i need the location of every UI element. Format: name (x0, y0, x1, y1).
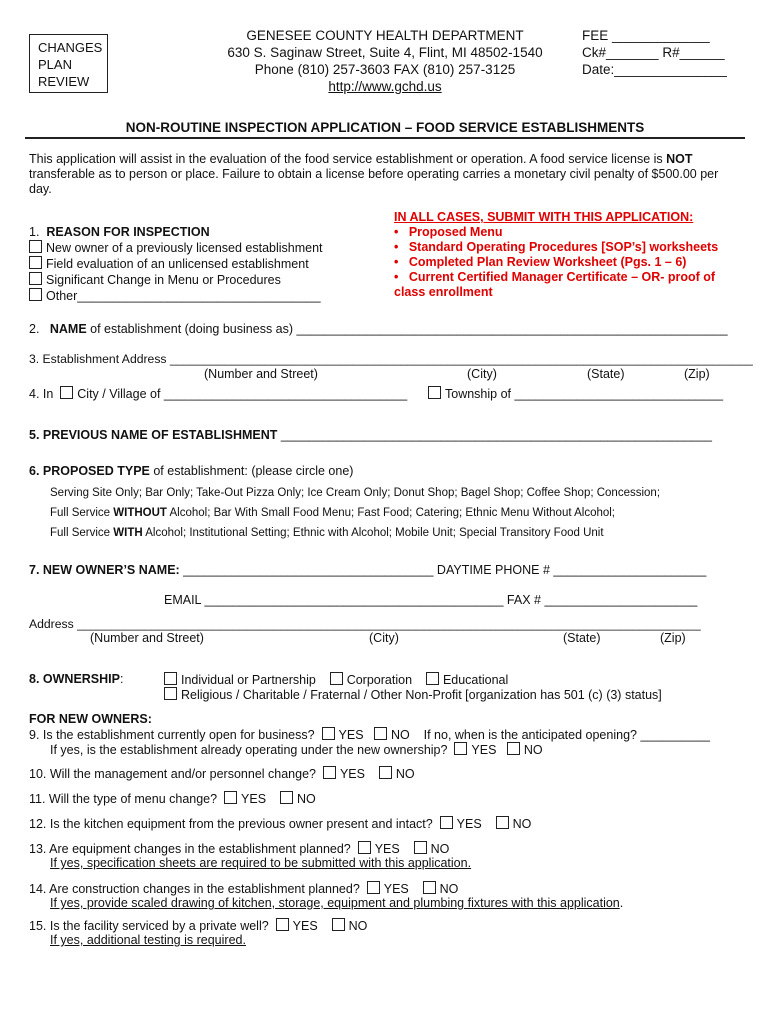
township-row (428, 386, 723, 401)
previous-name-row[interactable]: 5. PREVIOUS NAME OF ESTABLISHMENT ______________________________________________________________ (29, 428, 712, 442)
checkbox[interactable] (358, 841, 371, 854)
title-rule (25, 137, 745, 139)
checkbox[interactable] (414, 841, 427, 854)
intro-text: day. (29, 182, 52, 196)
city-village-field[interactable]: City / Village of ___________________________________ (77, 387, 408, 401)
question-13-note: If yes, specification sheets are required to be submitted with this application. (50, 856, 472, 870)
checkbox[interactable] (496, 816, 509, 829)
reason-option: New owner of a previously licensed establishment (29, 240, 323, 256)
type-options-row[interactable]: Full Service WITH Alcohol; Institutional Setting; Ethnic with Alcohol; Mobile Unit; Special Transitory Food Unit (50, 527, 604, 539)
checkbox[interactable] (280, 791, 293, 804)
question-12: 12. Is the kitchen equipment from the previous owner present and intact? YES NO (29, 817, 532, 831)
checkbox[interactable] (440, 816, 453, 829)
stamp-line: PLAN (38, 57, 72, 72)
submit-item-tail: class enrollment (394, 285, 493, 299)
submit-item: • Completed Plan Review Worksheet (Pgs. 1 – 6) (394, 255, 687, 269)
submit-item: • Standard Operating Procedures [SOP’s] worksheets (394, 240, 719, 254)
checkbox[interactable] (426, 672, 439, 685)
checkbox[interactable] (322, 727, 335, 740)
form-title: NON-ROUTINE INSPECTION APPLICATION – FOOD SERVICE ESTABLISHMENTS (125, 120, 645, 135)
street-caption: (Number and Street) (90, 631, 204, 645)
question-14: 14. Are construction changes in the establishment planned? YES NO (29, 882, 459, 896)
checkbox[interactable] (379, 766, 392, 779)
intro-paragraph (29, 152, 718, 197)
department-name: GENESEE COUNTY HEALTH DEPARTMENT (246, 28, 524, 43)
stamp-line: CHANGES (38, 40, 103, 55)
intro-text: transferable as to person or place. Failure to obtain a license before operating carries a monetary civil penalty of $500.00 per (29, 167, 719, 181)
department-address: 630 S. Saginaw Street, Suite 4, Flint, MI 48502-1540 (227, 45, 543, 60)
question-10: 10. Will the management and/or personnel change? YES NO (29, 767, 415, 781)
checkbox[interactable] (164, 672, 177, 685)
question-14-note: If yes, provide scaled drawing of kitchen, storage, equipment and plumbing fixtures with this application. (50, 896, 624, 910)
type-options-row[interactable]: Serving Site Only; Bar Only; Take-Out Pizza Only; Ice Cream Only; Donut Shop; Bagel Shop; Coffee Shop; Concession; (50, 487, 661, 499)
checkbox[interactable] (224, 791, 237, 804)
new-owner-row[interactable]: 7. NEW OWNER’S NAME: ____________________________________ DAYTIME PHONE # ______________________ (29, 563, 707, 577)
state-caption: (State) (563, 631, 601, 645)
checkbox[interactable] (507, 742, 520, 755)
location-row: 4. In City / Village of ___________________________________ (29, 387, 408, 401)
reason-option: Other___________________________________ (29, 288, 323, 304)
ownership-label: 8. OWNERSHIP: (29, 672, 124, 686)
previous-name-label: 5. PREVIOUS NAME OF ESTABLISHMENT (29, 428, 278, 442)
new-owner-label: 7. NEW OWNER’S NAME: (29, 563, 180, 577)
checkbox[interactable] (423, 881, 436, 894)
reason-option: Field evaluation of an unlicensed establishment (29, 256, 323, 272)
checkbox[interactable] (454, 742, 467, 755)
checkbox[interactable] (323, 766, 336, 779)
question-13: 13. Are equipment changes in the establishment planned? YES NO (29, 842, 450, 856)
checkbox[interactable] (367, 881, 380, 894)
intro-bold: NOT (666, 152, 693, 166)
checkbox[interactable] (29, 288, 42, 301)
state-caption: (State) (587, 367, 625, 381)
ownership-options: Individual or Partnership Corporation Educational (164, 672, 508, 687)
email-fax-row[interactable]: EMAIL ___________________________________________ FAX # ______________________ (164, 593, 698, 607)
checkbox[interactable] (29, 272, 42, 285)
submit-item: • Proposed Menu (394, 225, 503, 239)
question-15: 15. Is the facility serviced by a private well? YES NO (29, 919, 368, 933)
establishment-name-label: NAME (49, 322, 87, 336)
department-url[interactable]: http://www.gchd.us (328, 79, 442, 94)
stamp-line: REVIEW (38, 74, 90, 89)
reason-option: Significant Change in Menu or Procedures (29, 272, 323, 288)
checkbox[interactable] (60, 386, 73, 399)
office-use-fields (582, 27, 727, 78)
check-receipt-field[interactable]: Ck#_______ R#______ (582, 45, 725, 60)
question-9-followup: If yes, is the establishment already operating under the new ownership? YES NO (50, 743, 543, 757)
reason-section (29, 225, 323, 304)
date-field[interactable]: Date:_______________ (582, 62, 727, 77)
city-caption: (City) (467, 367, 497, 381)
establishment-name-row[interactable]: 2. NAME of establishment (doing business as) ______________________________________________________________ (29, 322, 728, 336)
submit-heading: IN ALL CASES, SUBMIT WITH THIS APPLICATION: (394, 210, 694, 224)
zip-caption: (Zip) (684, 367, 710, 381)
proposed-type-row: 6. PROPOSED TYPE of establishment: (please circle one) (29, 464, 354, 478)
zip-caption: (Zip) (660, 631, 686, 645)
checkbox[interactable] (374, 727, 387, 740)
street-caption: (Number and Street) (204, 367, 318, 381)
checkbox[interactable] (330, 672, 343, 685)
reason-number: 1. (29, 225, 40, 239)
submit-requirements (394, 210, 718, 300)
question-9: 9. Is the establishment currently open for business? YES NO If no, when is the anticipated opening? __________ (29, 728, 710, 742)
checkbox[interactable] (276, 918, 289, 931)
checkbox[interactable] (29, 240, 42, 253)
department-phone: Phone (810) 257-3603 FAX (810) 257-3125 (254, 62, 516, 77)
checkbox[interactable] (332, 918, 345, 931)
fee-field[interactable]: FEE _____________ (582, 28, 710, 43)
intro-text: This application will assist in the evaluation of the food service establishment or operation. A food service license is (29, 152, 667, 166)
city-caption: (City) (369, 631, 399, 645)
township-field[interactable]: Township of ______________________________ (445, 387, 724, 401)
establishment-address-row[interactable]: 3. Establishment Address ______________________________________________________________________________________ (29, 352, 753, 366)
question-11: 11. Will the type of menu change? YES NO (29, 792, 316, 806)
type-options-row[interactable]: Full Service WITHOUT Alcohol; Bar With Small Food Menu; Fast Food; Catering; Ethnic Menu Without Alcohol; (50, 507, 616, 519)
checkbox[interactable] (164, 687, 177, 700)
new-owners-heading: FOR NEW OWNERS: (29, 712, 152, 726)
ownership-options: Religious / Charitable / Fraternal / Other Non-Profit [organization has 501 (c) (3) status] (164, 687, 662, 702)
agency-header (210, 27, 560, 95)
owner-address-row[interactable]: Address ____________________________________________________________________________________________ (29, 617, 701, 631)
changes-plan-review-stamp (29, 34, 108, 93)
checkbox[interactable] (428, 386, 441, 399)
checkbox[interactable] (29, 256, 42, 269)
question-15-note: If yes, additional testing is required. (50, 933, 246, 947)
reason-heading: REASON FOR INSPECTION (46, 225, 210, 239)
submit-item: • Current Certified Manager Certificate – OR- proof of (394, 270, 716, 284)
